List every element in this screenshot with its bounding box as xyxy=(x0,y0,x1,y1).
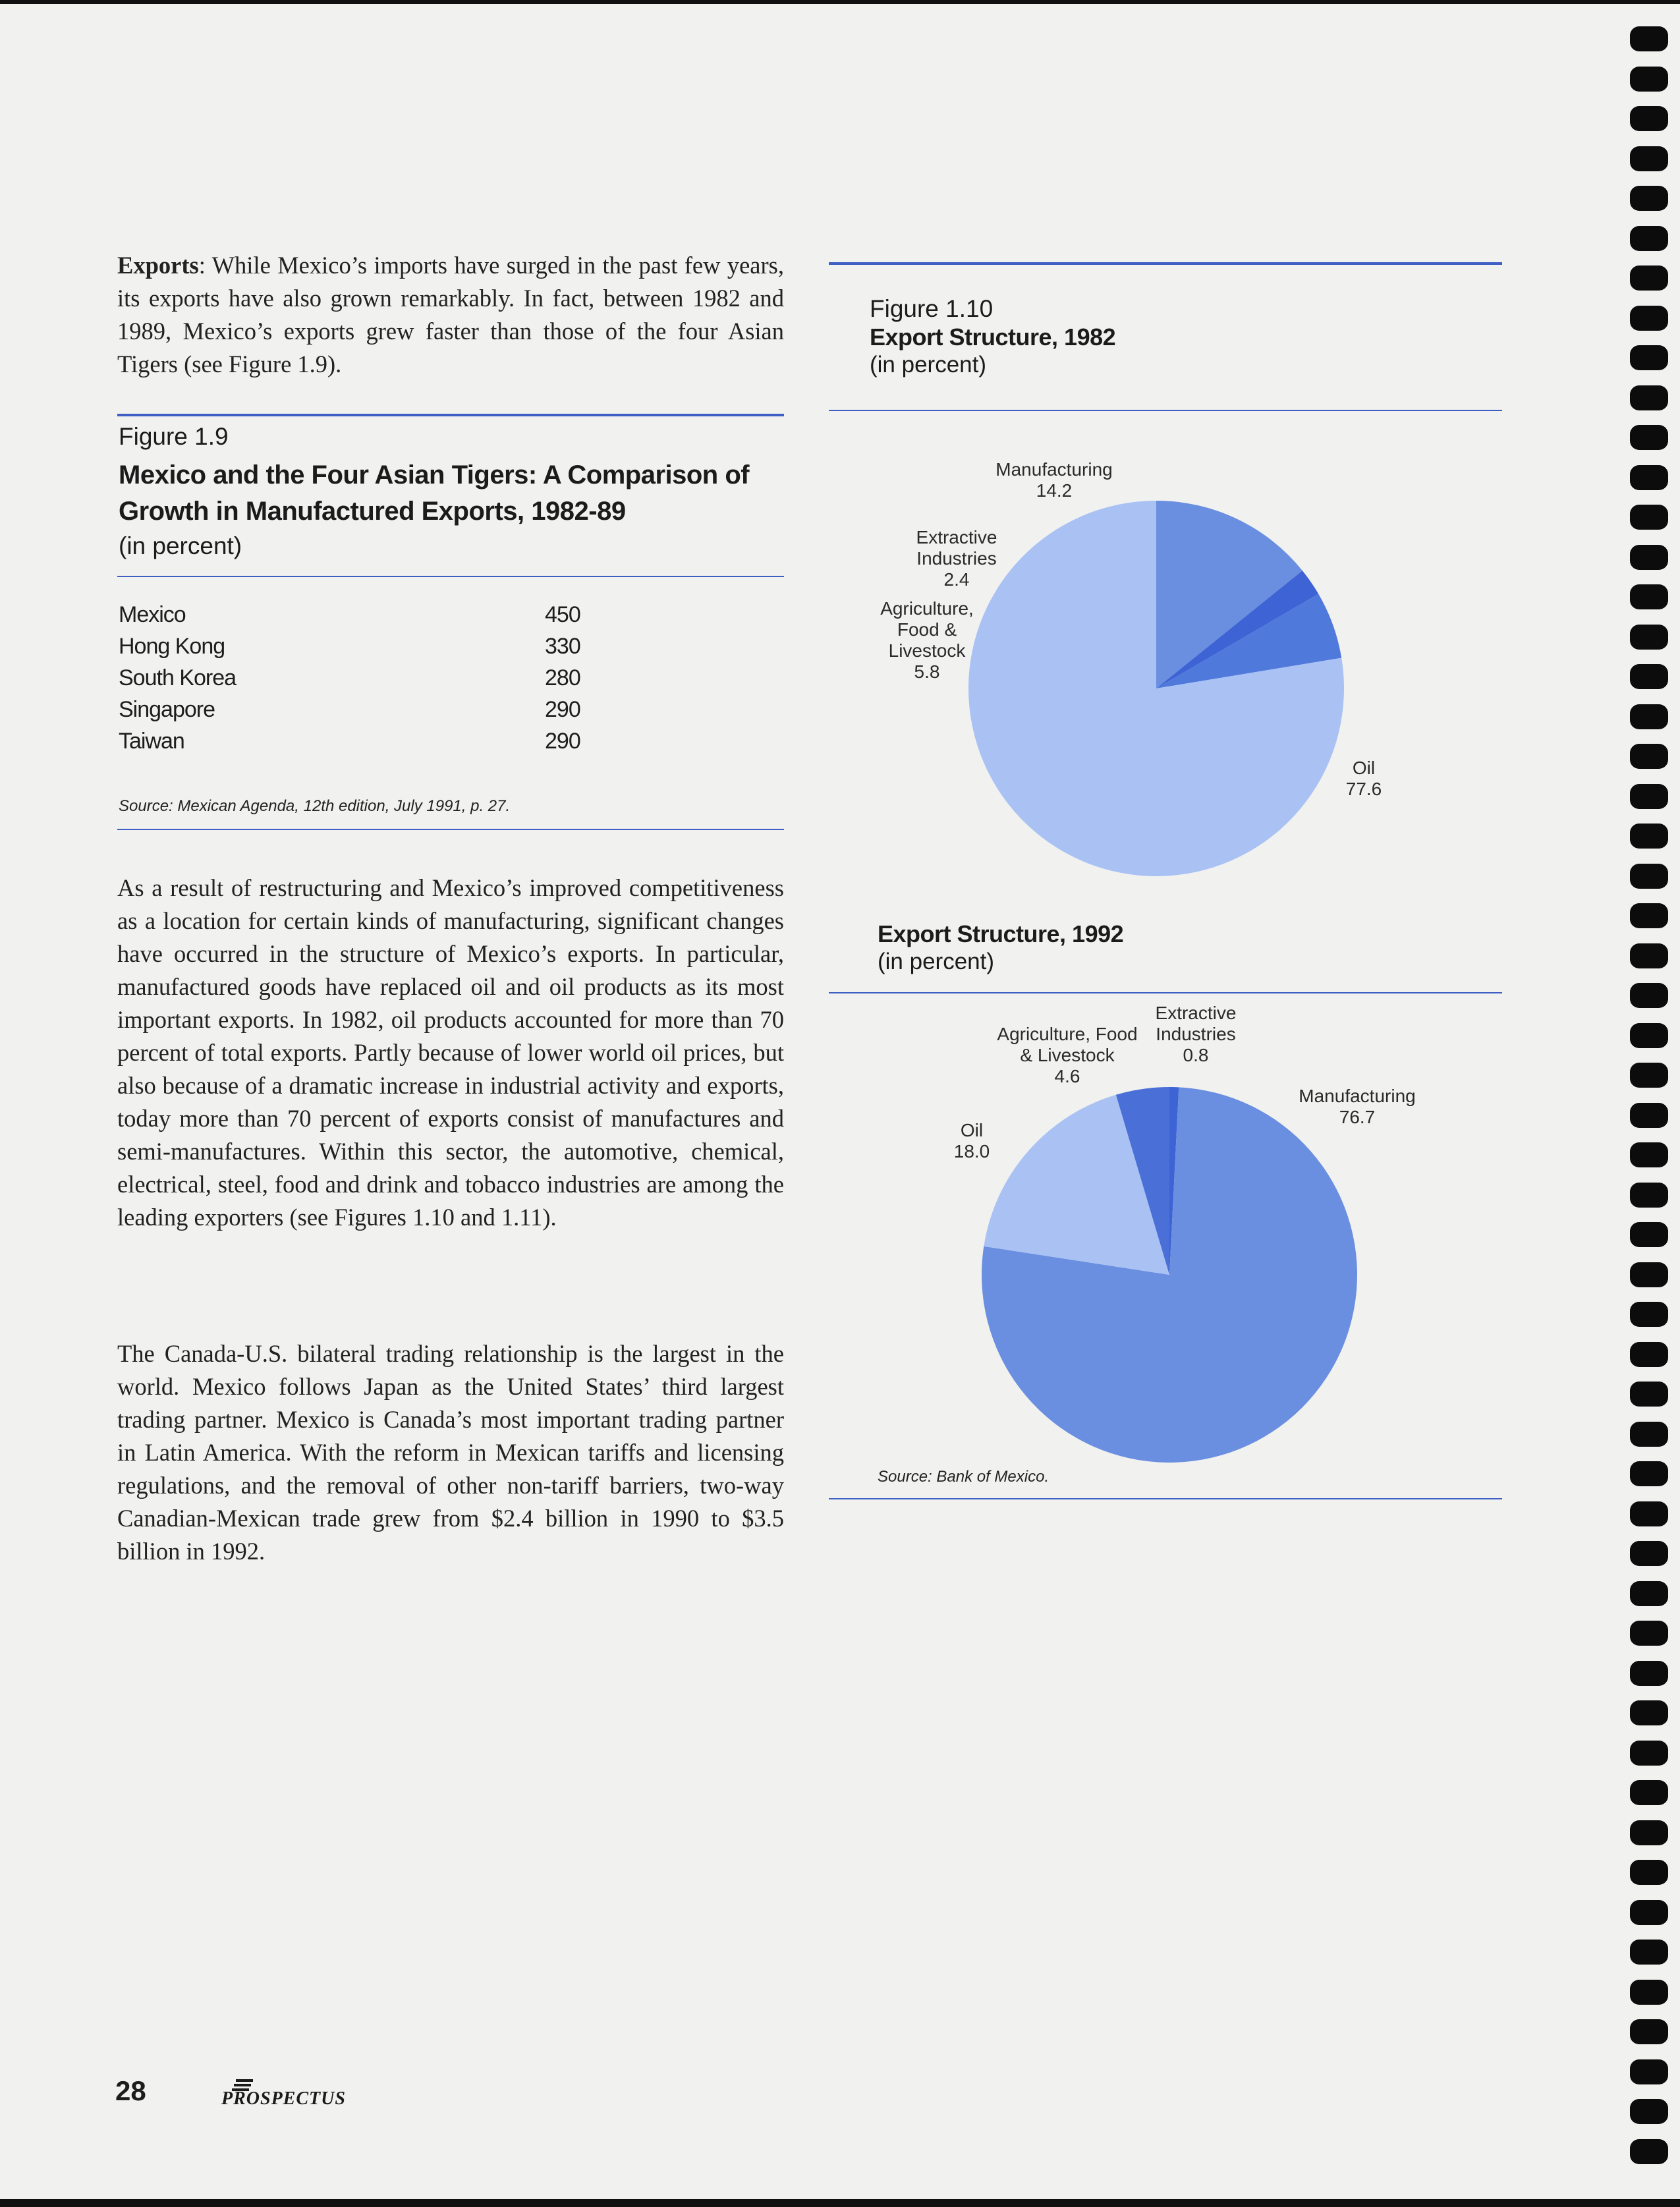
binding-hole xyxy=(1630,1103,1668,1128)
restructuring-paragraph xyxy=(117,872,784,1234)
binding-hole xyxy=(1630,2139,1668,2164)
binding-hole xyxy=(1630,584,1668,609)
table-row xyxy=(119,665,593,697)
page-top-edge xyxy=(0,0,1680,4)
binding-hole xyxy=(1630,744,1668,769)
binding-hole xyxy=(1630,1661,1668,1686)
binding-hole xyxy=(1630,1501,1668,1526)
country-cell: Hong Kong xyxy=(119,634,225,659)
binding-hole xyxy=(1630,146,1668,171)
label-oil-1992: Oil 18.0 xyxy=(953,1120,990,1161)
binding-hole xyxy=(1630,345,1668,370)
binding-hole xyxy=(1630,1461,1668,1486)
binding-hole xyxy=(1630,1382,1668,1407)
binding-hole xyxy=(1630,106,1668,131)
value-cell: 330 xyxy=(545,634,580,659)
binding-hole xyxy=(1630,385,1668,410)
figure-1-11-title: Export Structure, 1992 xyxy=(878,920,1124,947)
figure-top-rule xyxy=(117,414,784,416)
binding-hole xyxy=(1630,903,1668,928)
figure-1-9-title-line1: Mexico and the Four Asian Tigers: A Comparison of xyxy=(119,461,750,489)
figure-1-10-subtitle: (in percent) xyxy=(870,352,987,377)
export-structure-1992-pie xyxy=(962,1067,1377,1482)
figure-1-9-source: Source: Mexican Agenda, 12th edition, July 1991, p. 27. xyxy=(119,797,511,815)
binding-hole xyxy=(1630,1063,1668,1088)
value-cell: 450 xyxy=(545,602,580,627)
binding-hole xyxy=(1630,226,1668,251)
table-row xyxy=(119,634,593,665)
paragraph-text: The Canada-U.S. bilateral trading relationship is the largest in the world. Mexico follows Japan as the United States’ third largest trading partner. Mexico is Canada’s most important trading partner in Latin America. With the reform in Mexican tariffs and licensing regulations, and the removal of other non-tariff barriers, two-way Canadian-Mexican trade grew from $2.4 billion in 1990 to $3.5 billion in 1992. xyxy=(117,1340,784,1565)
binding-hole xyxy=(1630,2059,1668,2084)
country-cell: South Korea xyxy=(119,665,237,690)
figure-bottom-rule xyxy=(117,829,784,830)
figure-1-9-subtitle: (in percent) xyxy=(119,532,242,559)
exports-intro-paragraph xyxy=(117,249,784,381)
binding-hole xyxy=(1630,265,1668,291)
label-oil-1982: Oil 77.6 xyxy=(1345,758,1382,799)
exports-lead: Exports xyxy=(117,252,199,279)
binding-hole xyxy=(1630,1820,1668,1845)
logo-text: PROSPECTUS xyxy=(221,2088,346,2109)
binding-hole xyxy=(1630,1023,1668,1048)
binding-hole xyxy=(1630,186,1668,211)
figure-1-11-subtitle: (in percent) xyxy=(878,949,995,974)
label-agriculture-1992: Agriculture, Food & Livestock 4.6 xyxy=(997,1024,1138,1086)
binding-hole xyxy=(1630,1183,1668,1208)
binding-hole xyxy=(1630,1222,1668,1247)
binding-hole xyxy=(1630,1422,1668,1447)
figure-1-9-title-line2: Growth in Manufactured Exports, 1982-89 xyxy=(119,497,626,526)
table-row xyxy=(119,729,593,760)
table-row xyxy=(119,602,593,634)
binding-hole xyxy=(1630,784,1668,809)
binding-hole xyxy=(1630,625,1668,650)
binding-hole xyxy=(1630,545,1668,570)
spiral-binding xyxy=(1630,26,1669,2200)
binding-hole xyxy=(1630,1980,1668,2005)
binding-hole xyxy=(1630,1940,1668,1965)
figure-1-10-title: Export Structure, 1982 xyxy=(870,323,1116,350)
binding-hole xyxy=(1630,943,1668,968)
binding-hole xyxy=(1630,505,1668,530)
binding-hole xyxy=(1630,824,1668,849)
binding-hole xyxy=(1630,1900,1668,1925)
exports-intro-text: : While Mexico’s imports have surged in the past few years, its exports have also grown remarkably. In fact, between 1982 and 1989, Mexico’s exports grew faster than those of the four Asian Tigers (see Figure 1.9). xyxy=(117,252,784,377)
binding-hole xyxy=(1630,864,1668,889)
figure-1-9-number: Figure 1.9 xyxy=(119,423,229,450)
binding-hole xyxy=(1630,306,1668,331)
table-row xyxy=(119,697,593,729)
value-cell: 290 xyxy=(545,729,580,754)
binding-hole xyxy=(1630,26,1668,51)
binding-hole xyxy=(1630,1262,1668,1287)
label-manufacturing-1992: Manufacturing 76.7 xyxy=(1299,1086,1416,1127)
page-bottom-edge xyxy=(0,2199,1680,2207)
label-extractive-1992: Extractive Industries 0.8 xyxy=(1155,1003,1237,1065)
figure-divider-rule xyxy=(829,992,1502,993)
binding-hole xyxy=(1630,425,1668,450)
figure-bottom-rule xyxy=(829,1498,1502,1499)
value-cell: 280 xyxy=(545,665,580,690)
binding-hole xyxy=(1630,664,1668,689)
binding-hole xyxy=(1630,1700,1668,1725)
trade-paragraph xyxy=(117,1337,784,1568)
binding-hole xyxy=(1630,1342,1668,1367)
value-cell: 290 xyxy=(545,697,580,722)
figure-top-rule xyxy=(829,262,1502,265)
binding-hole xyxy=(1630,1780,1668,1805)
figure-divider-rule xyxy=(117,576,784,577)
label-manufacturing-1982: Manufacturing 14.2 xyxy=(995,459,1113,501)
binding-hole xyxy=(1630,1621,1668,1646)
label-agriculture-1982: Agriculture, Food & Livestock 5.8 xyxy=(880,598,974,682)
paragraph-text: As a result of restructuring and Mexico’s improved competitiveness as a location for certain kinds of manufacturing, significant changes have occurred in the structure of Mexico’s exports. In particular, manufactured goods have replaced oil and oil products as its most important exports. In 1982, oil products accounted for more than 70 percent of total exports. Partly because of lower world oil prices, but also because of a dramatic increase in industrial activity and exports, today more than 70 percent of exports consist of manufactures and semi-manufactures. Within this sector, the automotive, chemical, electrical, steel, food and drink and tobacco industries are among the leading exporters (see Figures 1.10 and 1.11). xyxy=(117,874,784,1231)
binding-hole xyxy=(1630,2099,1668,2124)
binding-hole xyxy=(1630,1142,1668,1167)
page-number: 28 xyxy=(115,2075,146,2106)
binding-hole xyxy=(1630,67,1668,92)
export-structure-1982-pie xyxy=(949,481,1364,896)
binding-hole xyxy=(1630,465,1668,490)
label-extractive-1982: Extractive Industries 2.4 xyxy=(916,527,997,590)
country-cell: Mexico xyxy=(119,602,186,627)
figure-1-11-source: Source: Bank of Mexico. xyxy=(878,1468,1050,1486)
binding-hole xyxy=(1630,1581,1668,1606)
country-cell: Singapore xyxy=(119,697,215,722)
country-cell: Taiwan xyxy=(119,729,184,754)
binding-hole xyxy=(1630,1541,1668,1566)
binding-hole xyxy=(1630,2019,1668,2044)
figure-divider-rule xyxy=(829,410,1502,411)
binding-hole xyxy=(1630,1302,1668,1327)
binding-hole xyxy=(1630,983,1668,1008)
figure-1-10-number: Figure 1.10 xyxy=(870,295,994,322)
binding-hole xyxy=(1630,704,1668,729)
prospectus-logo xyxy=(217,2077,382,2109)
binding-hole xyxy=(1630,1741,1668,1766)
binding-hole xyxy=(1630,1860,1668,1885)
